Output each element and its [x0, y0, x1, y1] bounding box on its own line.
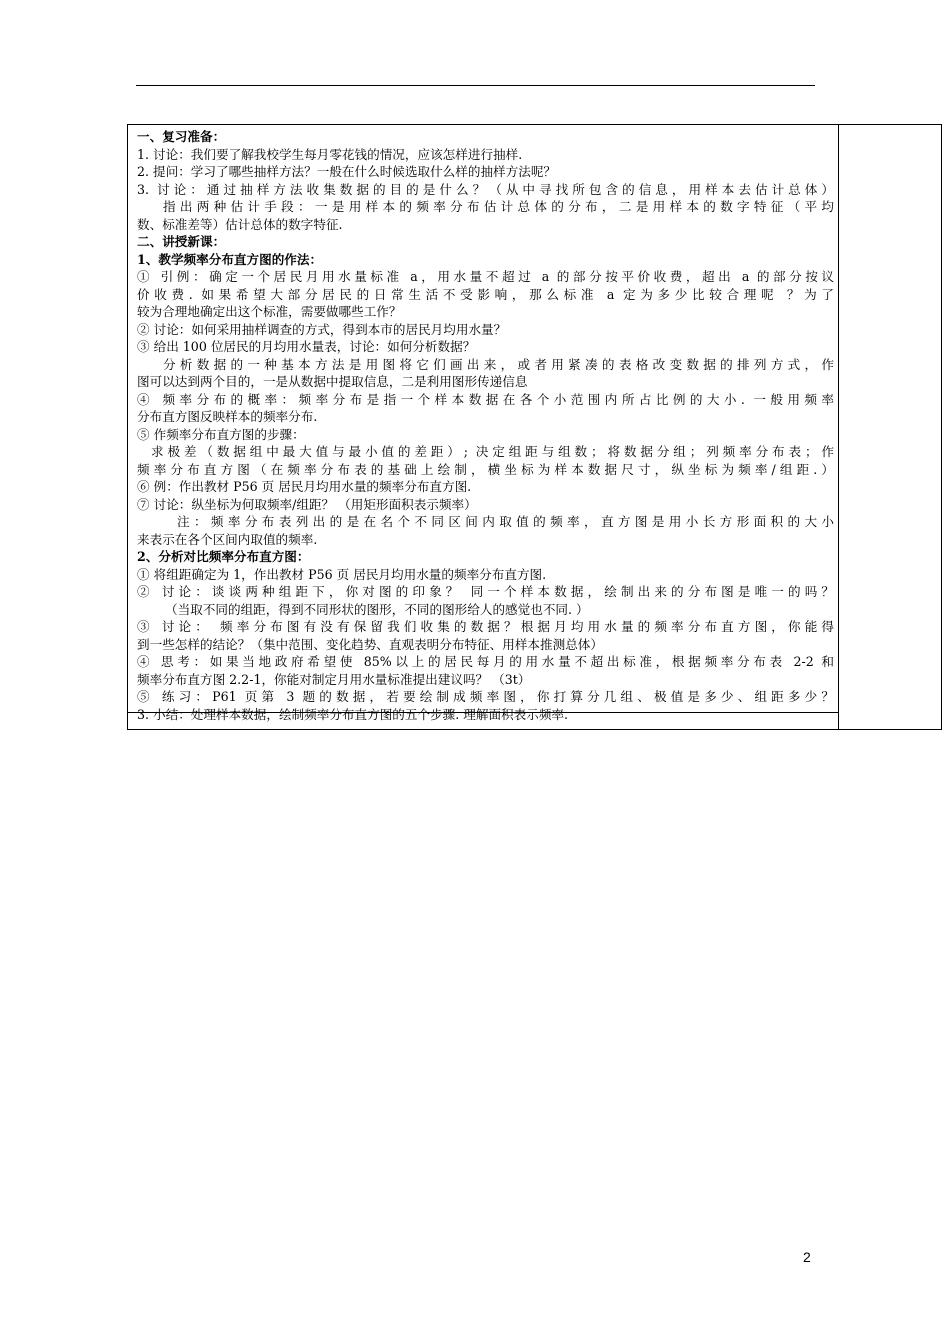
text-line: ② 讨论：谈谈两种组距下，你对图的印象？ 同一个样本数据，绘制出来的分布图是唯一的吗？ — [137, 584, 834, 599]
note-line: 注：频率分布表列出的是在名个不同区间内取值的频率，直方图是用小长方形面积的大小 — [177, 514, 834, 529]
lesson-content — [137, 128, 834, 723]
text-line: ④ 思考：如果当地政府希望使 85%以上的居民每月的用水量不超出标准，根据频率分布表 2-2 和 — [137, 654, 834, 669]
text-line: ④ 频率分布的概率：频率分布是指一个样本数据在各个小范围内所占比例的大小. 一般用频率 — [137, 391, 834, 407]
text-line: 价收费. 如果希望大部分居民的日常生活不受影响，那么标准 a 定为多少比较合理呢 ？为了 — [137, 286, 834, 302]
text-line: 来表示在各个区间内取值的频率. — [137, 531, 318, 547]
text-line: 2. 提问：学习了哪些抽样方法？一般在什么时候选取什么样的抽样方法呢？ — [137, 164, 557, 179]
text-line: 频率分布直方图（在频率分布表的基础上绘制，横坐标为样本数据尺寸，纵坐标为频率/组距.） — [137, 461, 834, 477]
text-line: ⑥ 例：作出教材 P56 页 居民月均用水量的频率分布直方图. — [137, 479, 472, 494]
text-line: 分析数据的一种基本方法是用图将它们画出来，或者用紧凑的表格改变数据的排列方式，作 — [163, 356, 834, 372]
page-number: 2 — [803, 1249, 811, 1265]
text-line: 频率分布直方图 2.2-1，你能对制定月用水量标准提出建议吗？ （3t） — [137, 671, 531, 687]
text-line: ① 引例：确定一个居民月用水量标准 a，用水量不超过 a 的部分按平价收费，超出 a 的部分按议 — [137, 269, 834, 284]
text-line: 3. 讨论：通过抽样方法收集数据的目的是什么？（从中寻找所包含的信息，用样本去估计总体） — [137, 181, 834, 197]
text-line: ⑤ 作频率分布直方图的步骤： — [137, 426, 305, 442]
table-column-divider — [838, 125, 839, 729]
subsection-heading-histogram: 1、教学频率分布直方图的作法： — [137, 251, 323, 267]
text-line: ③ 讨论： 频率分布图有没有保留我们收集的数据？根据月均用水量的频率分布直方图，你能得 — [137, 619, 834, 634]
section-heading-new-lesson: 二、讲授新课： — [137, 234, 226, 249]
lesson-table — [127, 124, 942, 730]
summary-line: 3. 小结：处理样本数据，绘制频率分布直方图的五个步骤. 理解面积表示频率. — [137, 706, 569, 722]
text-line: 求极差（数据组中最大值与最小值的差距）; 决定组距与组数；将数据分组；列频率分布表；作 — [151, 444, 834, 459]
text-line: 数、标准差等）估计总体的数字特征. — [137, 216, 343, 232]
text-line: ① 将组距确定为 1，作出教材 P56 页 居民月均用水量的频率分布直方图. — [137, 566, 547, 582]
text-line: （当取不同的组距，得到不同形状的图形，不同的图形给人的感觉也不同. ） — [165, 601, 589, 617]
text-line: ⑤ 练习：P61 页第 3 题的数据，若要绘制成频率图，你打算分几组、极值是多少、组距多少？ — [137, 689, 834, 704]
text-line: 到一些怎样的结论？（集中范围、变化趋势、直观表明分布特征、用样本推测总体） — [137, 636, 603, 652]
text-line: 指出两种估计手段：一是用样本的频率分布估计总体的分布，二是用样本的数字特征（平均 — [163, 199, 834, 214]
text-line: 1. 讨论：我们要了解我校学生每月零花钱的情况，应该怎样进行抽样. — [137, 146, 523, 162]
text-line: ② 讨论：如何采用抽样调查的方式，得到本市的居民月均用水量？ — [137, 321, 507, 337]
header-rule — [136, 85, 815, 86]
text-line: 较为合理地确定出这个标准，需要做哪些工作？ — [137, 304, 402, 319]
text-line: 分布直方图反映样本的频率分布. — [137, 409, 318, 424]
subsection-heading-compare: 2、分析对比频率分布直方图： — [137, 549, 310, 564]
text-line: ③ 给出 100 位居民的月均用水量表，讨论：如何分析数据？ — [137, 339, 476, 354]
text-line: ⑦ 讨论：纵坐标为何取频率/组距？ （用矩形面积表示频率） — [137, 496, 477, 512]
text-line: 图可以达到两个目的，一是从数据中提取信息，二是利用图形传递信息 — [137, 374, 528, 389]
section-heading-review: 一、复习准备： — [137, 129, 226, 144]
